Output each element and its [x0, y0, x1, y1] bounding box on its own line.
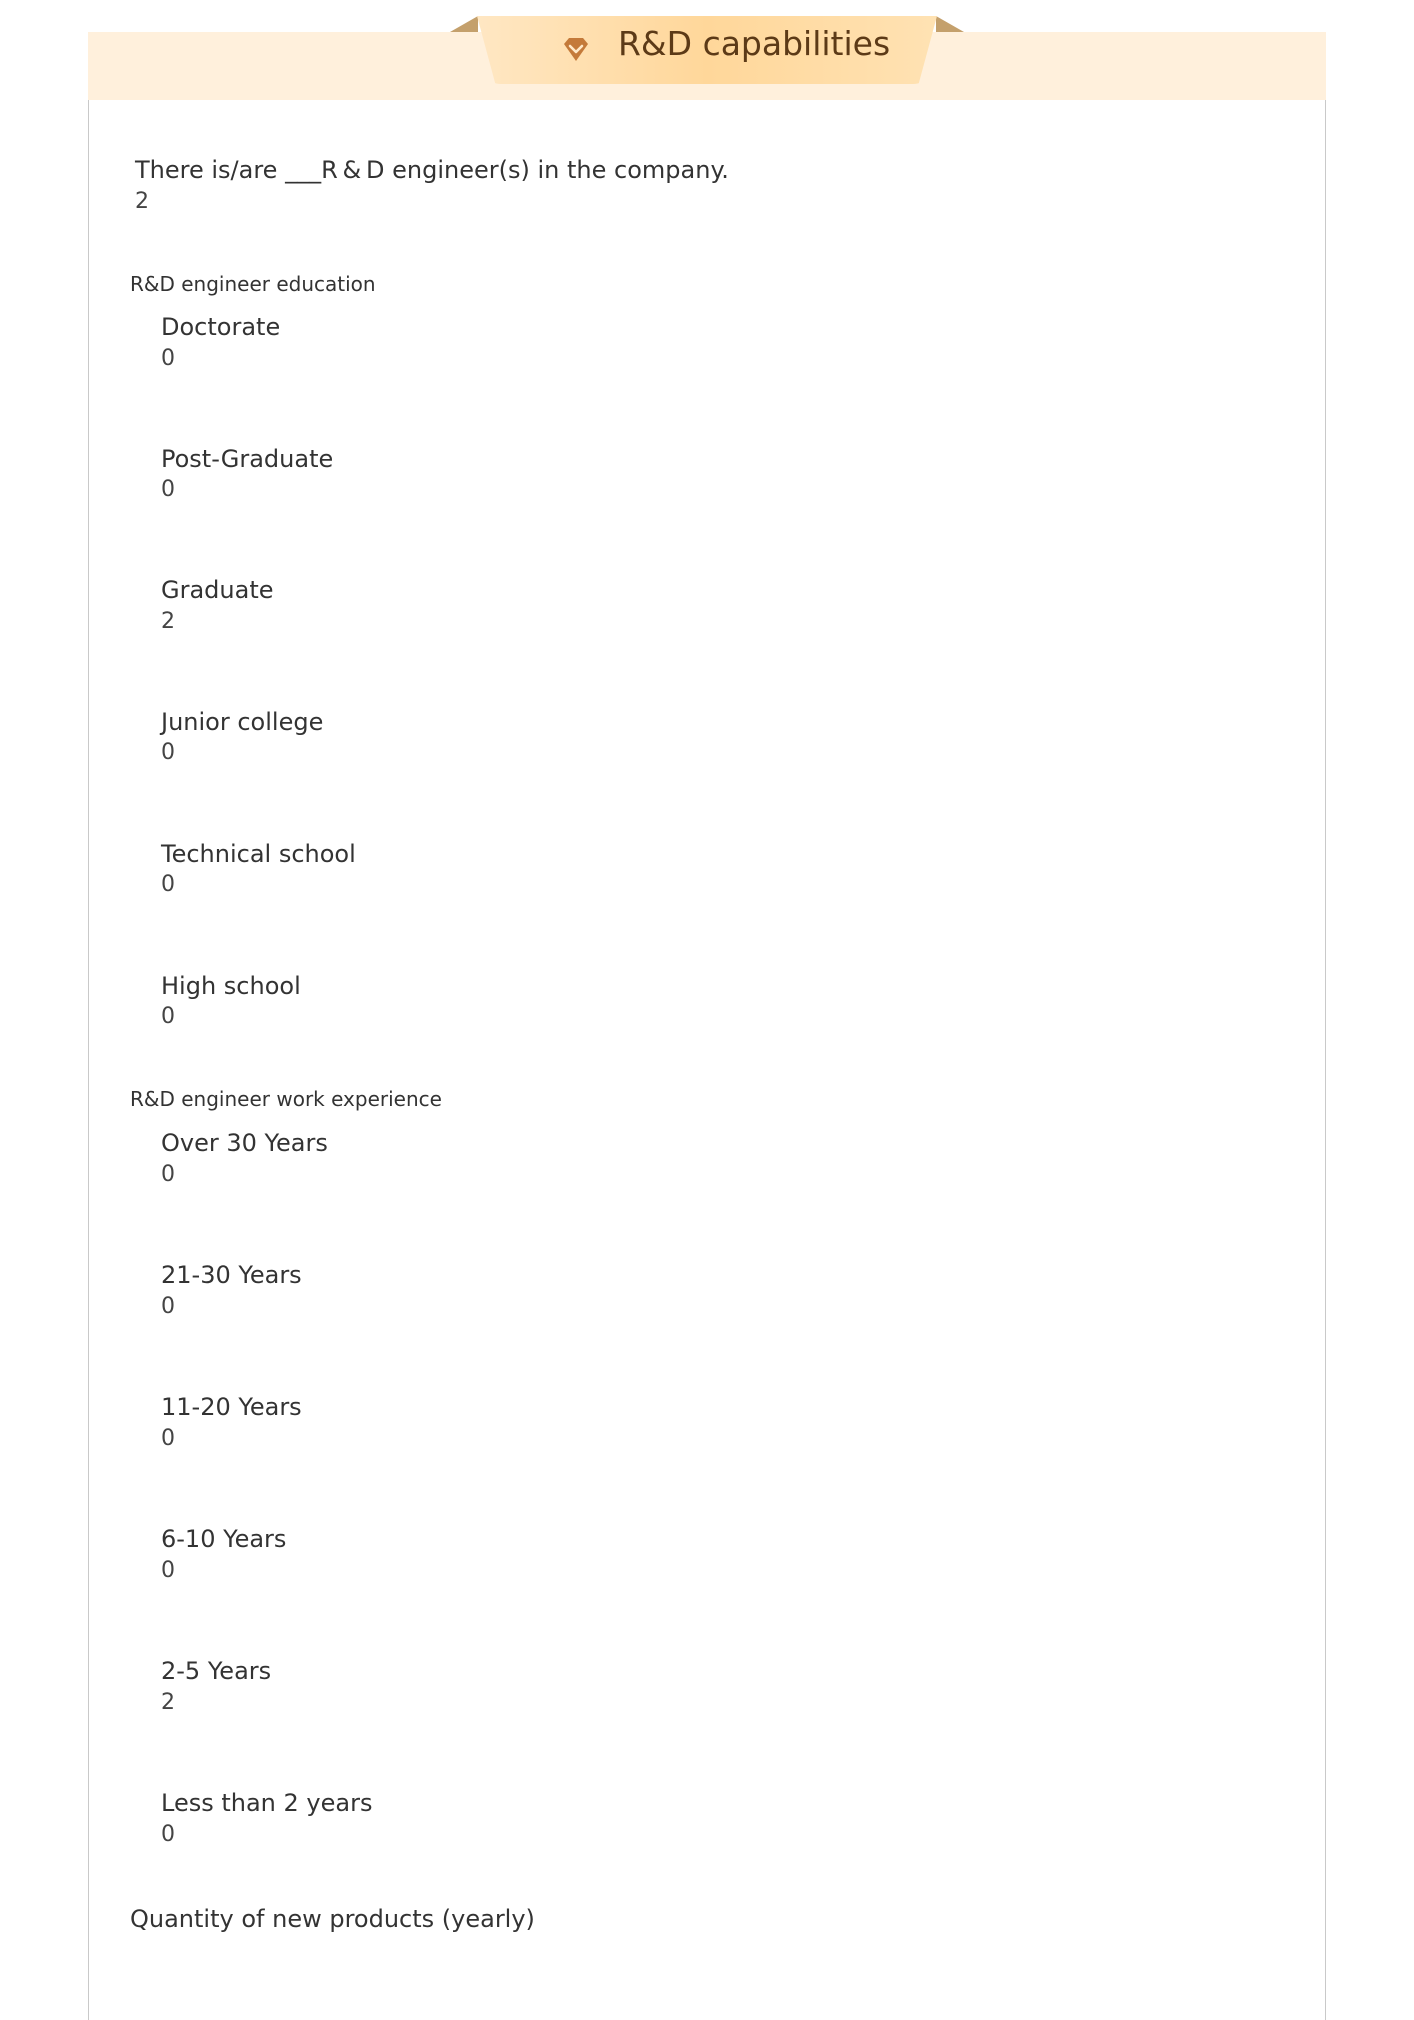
content-panel [88, 100, 1326, 2020]
education-item-value: 0 [161, 872, 175, 897]
engineers-count-question: There is/are ___R & D engineer(s) in the company. [135, 156, 729, 184]
engineers-count-value: 2 [135, 189, 149, 214]
section-title: R&D capabilities [618, 24, 891, 63]
experience-item-value: 0 [161, 1822, 175, 1847]
diamond-chevron-icon [560, 33, 592, 65]
experience-item-label: Less than 2 years [161, 1789, 373, 1817]
experience-item-label: 21-30 Years [161, 1261, 302, 1289]
ribbon-fold-left [450, 16, 478, 32]
experience-item-label: Over 30 Years [161, 1129, 328, 1157]
education-item-label: Technical school [161, 840, 356, 868]
experience-item-label: 6-10 Years [161, 1525, 287, 1553]
education-item-value: 0 [161, 740, 175, 765]
education-item-value: 0 [161, 477, 175, 502]
experience-item-label: 11-20 Years [161, 1393, 302, 1421]
education-item-value: 2 [161, 609, 175, 634]
education-section-label: R&D engineer education [130, 272, 376, 296]
new-products-label: Quantity of new products (yearly) [130, 1905, 535, 1933]
education-item-value: 0 [161, 346, 175, 371]
experience-item-value: 2 [161, 1690, 175, 1715]
experience-item-value: 0 [161, 1294, 175, 1319]
education-item-label: Junior college [161, 708, 324, 736]
education-item-label: Doctorate [161, 313, 281, 341]
education-item-label: Post-Graduate [161, 445, 334, 473]
education-item-label: High school [161, 972, 301, 1000]
experience-item-value: 0 [161, 1162, 175, 1187]
experience-section-label: R&D engineer work experience [130, 1087, 442, 1111]
experience-item-label: 2-5 Years [161, 1657, 272, 1685]
ribbon-fold-right [936, 16, 964, 32]
education-item-value: 0 [161, 1004, 175, 1029]
experience-item-value: 0 [161, 1426, 175, 1451]
education-item-label: Graduate [161, 576, 274, 604]
experience-item-value: 0 [161, 1558, 175, 1583]
